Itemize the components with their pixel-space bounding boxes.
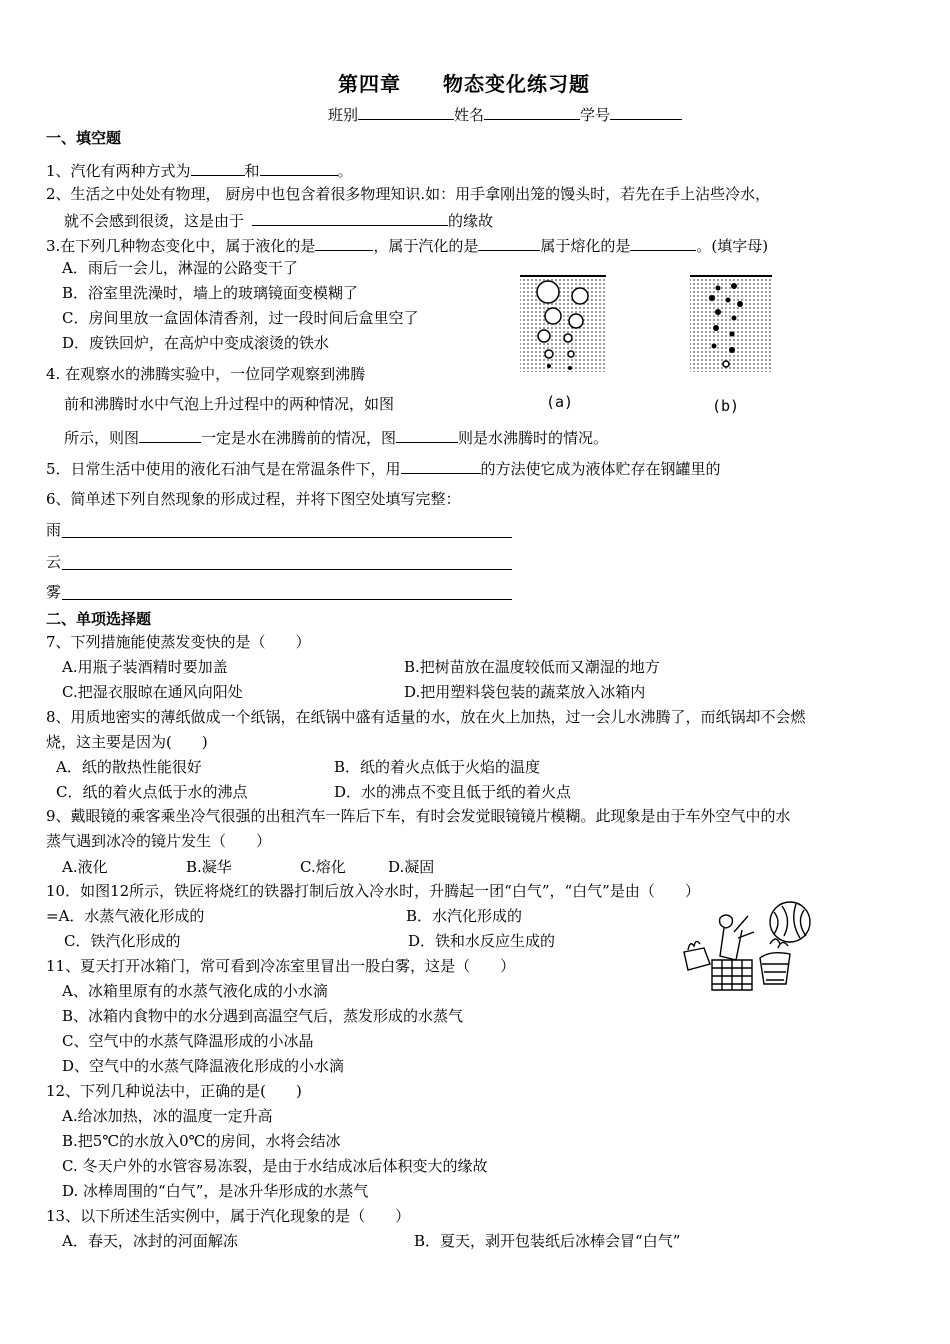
q3-blank-melting[interactable]: [630, 234, 696, 251]
q9-option-d: D.凝固: [388, 858, 435, 876]
question-2-line-1: 2、生活之中处处有物理， 厨房中也包含着很多物理知识.如：用手拿刚出笼的馒头时，若先在手上沾些冷水，: [46, 185, 771, 203]
q3-text-b: ，属于汽化的是: [373, 237, 479, 255]
q3-blank-liquefaction[interactable]: [315, 234, 373, 251]
q12-option-b: B.把5℃的水放入0℃的房间，水将会结冰: [62, 1132, 341, 1150]
question-12-stem: 12、下列几种说法中，正确的是( ): [46, 1082, 302, 1100]
question-9-line-2: 蒸气遇到冰冷的镜片发生（ ）: [46, 832, 272, 850]
q2-blank[interactable]: [252, 209, 448, 226]
class-label: 班别: [328, 106, 359, 124]
bubbles-figure-b: [688, 274, 776, 378]
q8-option-d: D．水的沸点不变且低于纸的着火点: [334, 783, 572, 801]
q3-option-c: C．房间里放一盒固体清香剂，过一段时间后盒里空了: [62, 309, 419, 327]
question-8-line-2: 烧，这主要是因为( ): [46, 733, 208, 751]
q10-option-d: D．铁和水反应生成的: [408, 932, 556, 950]
q13-option-a: A．春天，冰封的河面解冻: [62, 1232, 238, 1250]
q2-text-b: 的缘故: [448, 212, 494, 230]
question-2-line-2: [64, 209, 493, 231]
q6-fog-label: 雾: [46, 583, 62, 601]
q11-option-a: A、冰箱里原有的水蒸气液化成的小水滴: [62, 982, 328, 1000]
q1-blank-1[interactable]: [191, 159, 245, 176]
bubbles-figure-b-drawing: [688, 274, 776, 374]
figure-b-label: (b): [712, 397, 740, 415]
question-5: [46, 457, 721, 479]
bubbles-figure-a-drawing: [518, 274, 610, 374]
question-3-stem: [46, 234, 768, 256]
question-9-line-1: 9、戴眼镜的乘客乘坐冷气很强的出租汽车一阵后下车，有时会发觉眼镜镜片模糊。此现象是由于车外空气中的水: [46, 807, 791, 825]
question-1: [46, 159, 353, 181]
q4-blank-boiling[interactable]: [396, 426, 458, 443]
q5-blank[interactable]: [401, 457, 481, 474]
q12-option-d: D. 冰棒周围的“白气”，是冰升华形成的水蒸气: [62, 1182, 369, 1200]
question-4-line-2: 前和沸腾时水中气泡上升过程中的两种情况，如图: [64, 395, 395, 413]
q2-text-a: 就不会感到很烫，这是由于: [64, 212, 245, 230]
q1-text-c: 。: [337, 162, 353, 180]
number-field[interactable]: [610, 103, 682, 120]
q5-text-a: 5．日常生活中使用的液化石油气是在常温条件下，用: [46, 460, 401, 478]
q3-text-c: 属于熔化的是: [540, 237, 631, 255]
q4-text-a: 所示，则图: [64, 429, 140, 447]
q11-option-d: D、空气中的水蒸气降温液化形成的小水滴: [62, 1057, 345, 1075]
q4-text-b: 一定是水在沸腾前的情况，图: [201, 429, 397, 447]
q6-cloud-answer-line[interactable]: [62, 569, 512, 570]
q11-option-c: C、空气中的水蒸气降温形成的小冰晶: [62, 1032, 314, 1050]
q3-text-a: 3.在下列几种物态变化中，属于液化的是: [46, 237, 316, 255]
q5-text-b: 的方法使它成为液体贮存在钢罐里的: [480, 460, 721, 478]
q1-text-b: 和: [244, 162, 260, 180]
q6-rain-answer-line[interactable]: [62, 537, 512, 538]
q6-fog-answer-line[interactable]: [62, 599, 512, 600]
q3-text-d: 。(填字母): [696, 237, 769, 255]
q9-option-c: C.熔化: [300, 858, 346, 876]
q11-option-b: B、冰箱内食物中的水分遇到高温空气后，蒸发形成的水蒸气: [62, 1007, 464, 1025]
figure-a-label: (a): [546, 393, 574, 411]
q7-option-a: A.用瓶子装酒精时要加盖: [62, 658, 228, 676]
q13-option-b: B．夏天，剥开包装纸后冰棒会冒“白气”: [414, 1232, 681, 1250]
blacksmith-illustration-drawing: [678, 898, 824, 1006]
bubbles-figure-a: [518, 274, 610, 378]
q9-option-b: B.凝华: [186, 858, 232, 876]
student-info-line: [328, 103, 682, 125]
q8-option-b: B．纸的着火点低于火焰的温度: [334, 758, 541, 776]
name-label: 姓名: [454, 106, 485, 124]
question-8-line-1: 8、用质地密实的薄纸做成一个纸锅，在纸锅中盛有适量的水，放在火上加热，过一会儿水沸腾了，而纸锅却不会燃: [46, 708, 806, 726]
page-title: 第四章 物态变化练习题: [338, 72, 590, 96]
q10-option-c: C．铁汽化形成的: [64, 932, 181, 950]
q7-option-b: B.把树苗放在温度较低而又潮湿的地方: [404, 658, 660, 676]
question-6-stem: 6、简单述下列自然现象的形成过程，并将下图空处填写完整：: [46, 490, 461, 508]
question-7-stem: 7、下列措施能使蒸发变快的是（ ）: [46, 633, 311, 651]
q12-option-a: A.给冰加热，冰的温度一定升高: [62, 1107, 273, 1125]
question-11-stem: 11、夏天打开冰箱门，常可看到冷冻室里冒出一股白雾，这是（ ）: [46, 957, 516, 975]
question-4-line-3: [64, 426, 608, 448]
question-13-stem: 13、以下所述生活实例中，属于汽化现象的是（ ）: [46, 1207, 411, 1225]
q7-option-c: C.把湿衣服晾在通风向阳处: [62, 683, 243, 701]
q10-option-a: =A．水蒸气液化形成的: [46, 907, 205, 925]
question-10-stem: 10．如图12所示，铁匠将烧红的铁器打制后放入冷水时，升腾起一团“白气”，“白气”是由（ ）: [46, 882, 700, 900]
q3-option-b: B．浴室里洗澡时，墙上的玻璃镜面变模糊了: [62, 284, 359, 302]
q6-rain-label: 雨: [46, 521, 62, 539]
q8-option-a: A．纸的散热性能很好: [56, 758, 202, 776]
q3-option-d: D．废铁回炉，在高炉中变成滚烫的铁水: [62, 334, 330, 352]
class-field[interactable]: [358, 103, 454, 120]
name-field[interactable]: [484, 103, 580, 120]
q10-option-b: B．水汽化形成的: [406, 907, 523, 925]
q6-cloud-label: 云: [46, 553, 62, 571]
number-label: 学号: [580, 106, 611, 124]
q9-option-a: A.液化: [62, 858, 108, 876]
q3-option-a: A．雨后一会儿，淋湿的公路变干了: [62, 259, 298, 277]
q3-blank-vaporization[interactable]: [478, 234, 540, 251]
blacksmith-illustration: [678, 898, 824, 1010]
q12-option-c: C. 冬天户外的水管容易冻裂，是由于水结成冰后体积变大的缘故: [62, 1157, 488, 1175]
section-heading-fill-in: 一、填空题: [46, 129, 122, 147]
question-4-line-1: 4. 在观察水的沸腾实验中，一位同学观察到沸腾: [46, 365, 366, 383]
q4-blank-before-boiling[interactable]: [139, 426, 201, 443]
q7-option-d: D.把用塑料袋包装的蔬菜放入冰箱内: [404, 683, 646, 701]
q8-option-c: C．纸的着火点低于水的沸点: [56, 783, 248, 801]
section-heading-single-choice: 二、单项选择题: [46, 610, 152, 628]
q1-blank-2[interactable]: [260, 159, 338, 176]
q1-text-a: 1、汽化有两种方式为: [46, 162, 191, 180]
q4-text-c: 则是水沸腾时的情况。: [458, 429, 609, 447]
